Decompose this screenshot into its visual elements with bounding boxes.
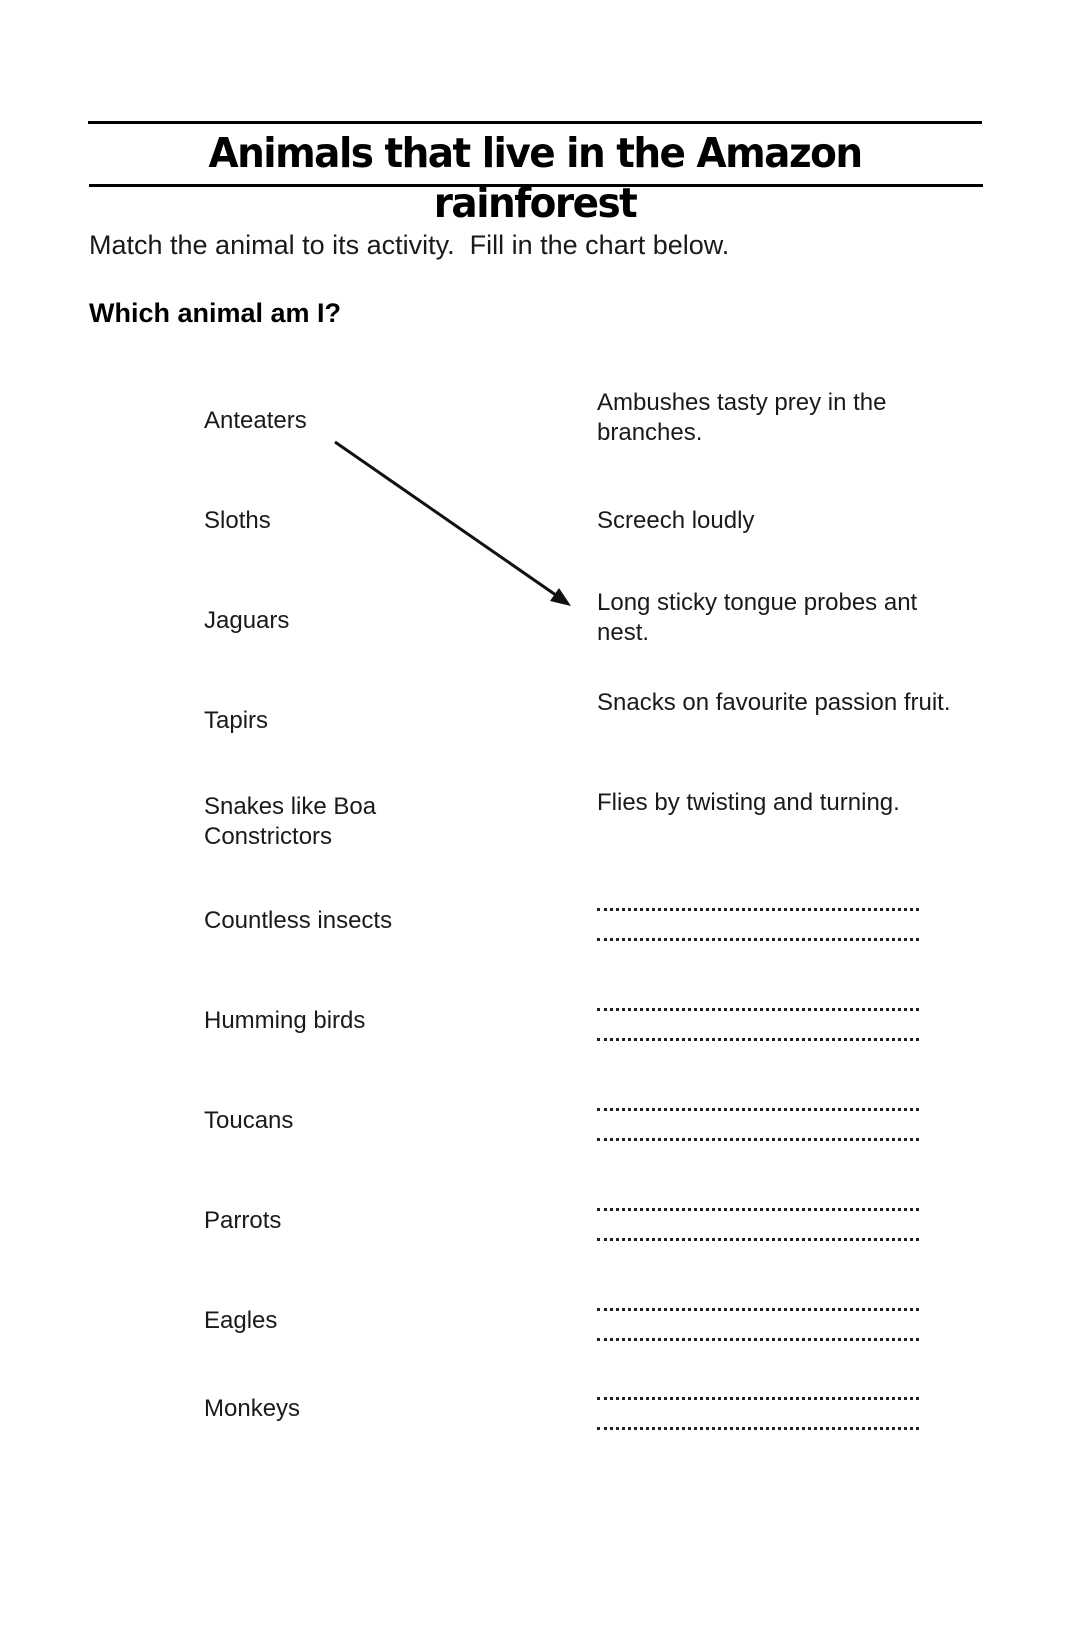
answer-line[interactable] <box>597 1008 919 1011</box>
answer-line[interactable] <box>597 1308 919 1311</box>
animal-tapirs: Tapirs <box>204 707 269 734</box>
section-subtitle: Which animal am I? <box>89 298 342 328</box>
activity-snacks: Snacks on favourite passion fruit. <box>597 689 951 716</box>
animal-monkeys: Monkeys <box>204 1395 301 1422</box>
title-top-rule <box>88 121 982 124</box>
answer-line[interactable] <box>597 908 919 911</box>
answer-line[interactable] <box>597 1108 919 1111</box>
animal-jaguars: Jaguars <box>204 607 290 634</box>
animal-anteaters: Anteaters <box>204 407 307 434</box>
animal-parrots: Parrots <box>204 1207 282 1234</box>
animal-eagles: Eagles <box>204 1307 278 1334</box>
activity-screech: Screech loudly <box>597 507 755 534</box>
activity-tongue: Long sticky tongue probes ant nest. <box>597 589 918 646</box>
answer-line[interactable] <box>597 1208 919 1211</box>
answer-line[interactable] <box>597 938 919 941</box>
answer-line[interactable] <box>597 1397 919 1400</box>
activity-ambushes: Ambushes tasty prey in the branches. <box>597 389 887 446</box>
animal-insects: Countless insects <box>204 907 393 934</box>
activity-flies: Flies by twisting and turning. <box>597 789 900 816</box>
answer-line[interactable] <box>597 1238 919 1241</box>
instructions-text: Match the animal to its activity. Fill in the chart below. <box>89 230 730 260</box>
answer-line[interactable] <box>597 1427 919 1430</box>
title-bottom-rule <box>89 184 983 187</box>
animal-humming-birds: Humming birds <box>204 1007 366 1034</box>
page-title: Animals that live in the Amazon rainforest <box>208 129 862 227</box>
animal-toucans: Toucans <box>204 1107 294 1134</box>
answer-line[interactable] <box>597 1138 919 1141</box>
animal-sloths: Sloths <box>204 507 271 534</box>
animal-snakes: Snakes like Boa Constrictors <box>204 793 377 850</box>
answer-line[interactable] <box>597 1038 919 1041</box>
answer-line[interactable] <box>597 1338 919 1341</box>
